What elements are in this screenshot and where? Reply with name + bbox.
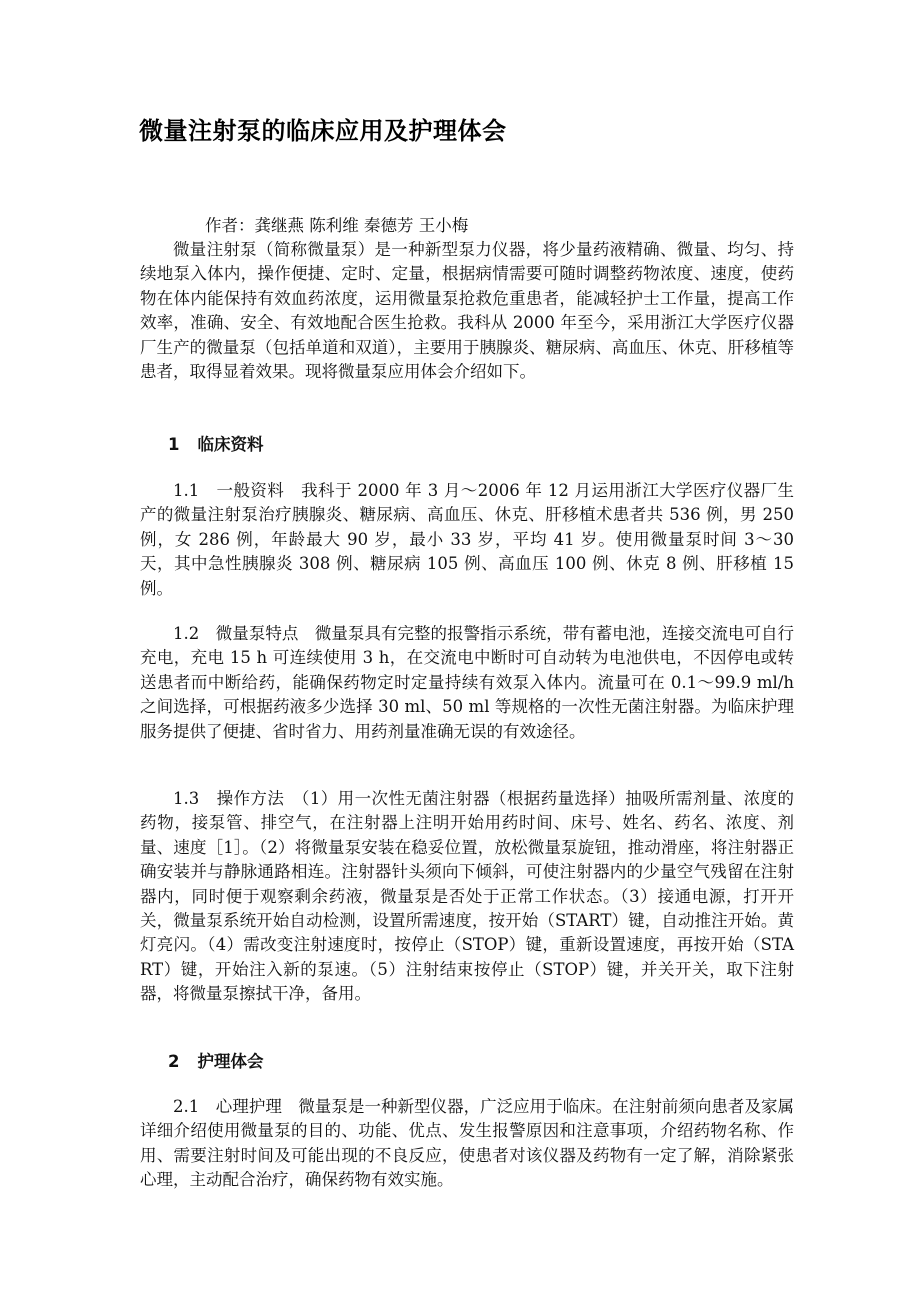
author-line: 作者：龚继燕 陈利维 秦德芳 王小梅	[205, 216, 469, 235]
section-1-heading	[168, 433, 263, 457]
section-2-number: 2	[168, 1052, 180, 1071]
section-2-title: 护理体会	[197, 1052, 264, 1071]
paragraph-2-1: 2.1 心理护理 微量泵是一种新型仪器，广泛应用于临床。在注射前须向患者及家属详细介绍使用微量泵的目的、功能、优点、发生报警原因和注意事项，介绍药物名称、作用、需要注射时间及可能出现的不良反应，使患者对该仪器及药物有一定了解，消除紧张心理，主动配合治疗，确保药物有效实施。	[140, 1097, 794, 1190]
section-2-heading	[168, 1050, 263, 1074]
paragraph-1-3: 1.3 操作方法 （1）用一次性无菌注射器（根据药量选择）抽吸所需剂量、浓度的药物，接泵管、排空气，在注射器上注明开始用药时间、床号、姓名、药名、浓度、剂量、速度［1］。（2）将微量泵安装在稳妥位置，放松微量泵旋钮，推动滑座，将注射器正确安装并与静脉通路相连。注射器针头须向下倾斜，可使注射器内的少量空气残留在注射器内，同时便于观察剩余药液，微量泵是否处于正常工作状态。（3）接通电源，打开开关，微量泵系统开始自动检测，设置所需速度，按开始（START）键，自动推注开始。黄灯亮闪。（4）需改变注射速度时，按停止（STOP）键，重新设置速度，再按开始（START）键，开始注入新的泵速。（5）注射结束按停止（STOP）键，并关开关，取下注射器，将微量泵擦拭干净，备用。	[140, 789, 794, 1004]
section-1-number: 1	[168, 435, 180, 454]
intro-paragraph: 微量注射泵（简称微量泵）是一种新型泵力仪器，将少量药液精确、微量、均匀、持续地泵入体内，操作便捷、定时、定量，根据病情需要可随时调整药物浓度、速度，使药物在体内能保持有效血药浓度，运用微量泵抢救危重患者，能减轻护士工作量，提高工作效率，准确、安全、有效地配合医生抢救。我科从 2000 年至今，采用浙江大学医疗仪器厂生产的微量泵（包括单道和双道），主要用于胰腺炎、糖尿病、高血压、休克、肝移植等患者，取得显着效果。现将微量泵应用体会介绍如下。	[140, 240, 794, 382]
section-1-title: 临床资料	[197, 435, 264, 454]
article-title: 微量注射泵的临床应用及护理体会	[139, 117, 507, 145]
paragraph-1-2: 1.2 微量泵特点 微量泵具有完整的报警指示系统，带有蓄电池，连接交流电可自行充电，充电 15 h 可连续使用 3 h，在交流电中断时可自动转为电池供电，不因停电或转送患者而中断给药，能确保药物定时定量持续有效泵入体内。流量可在 0.1～99.9 ml/h 之间选择，可根据药液多少选择 30 ml、50 ml 等规格的一次性无菌注射器。为临床护理服务提供了便捷、省时省力、用药剂量准确无误的有效途径。	[140, 624, 794, 741]
paragraph-1-1: 1.1 一般资料 我科于 2000 年 3 月～2006 年 12 月运用浙江大学医疗仪器厂生产的微量注射泵治疗胰腺炎、糖尿病、高血压、休克、肝移植术患者共 536 例，男 250 例，女 286 例，年龄最大 90 岁，最小 33 岁，平均 41 岁。使用微量泵时间 3～30 天，其中急性胰腺炎 308 例、糖尿病 105 例、高血压 100 例、休克 8 例、肝移植 15 例。	[140, 481, 794, 598]
